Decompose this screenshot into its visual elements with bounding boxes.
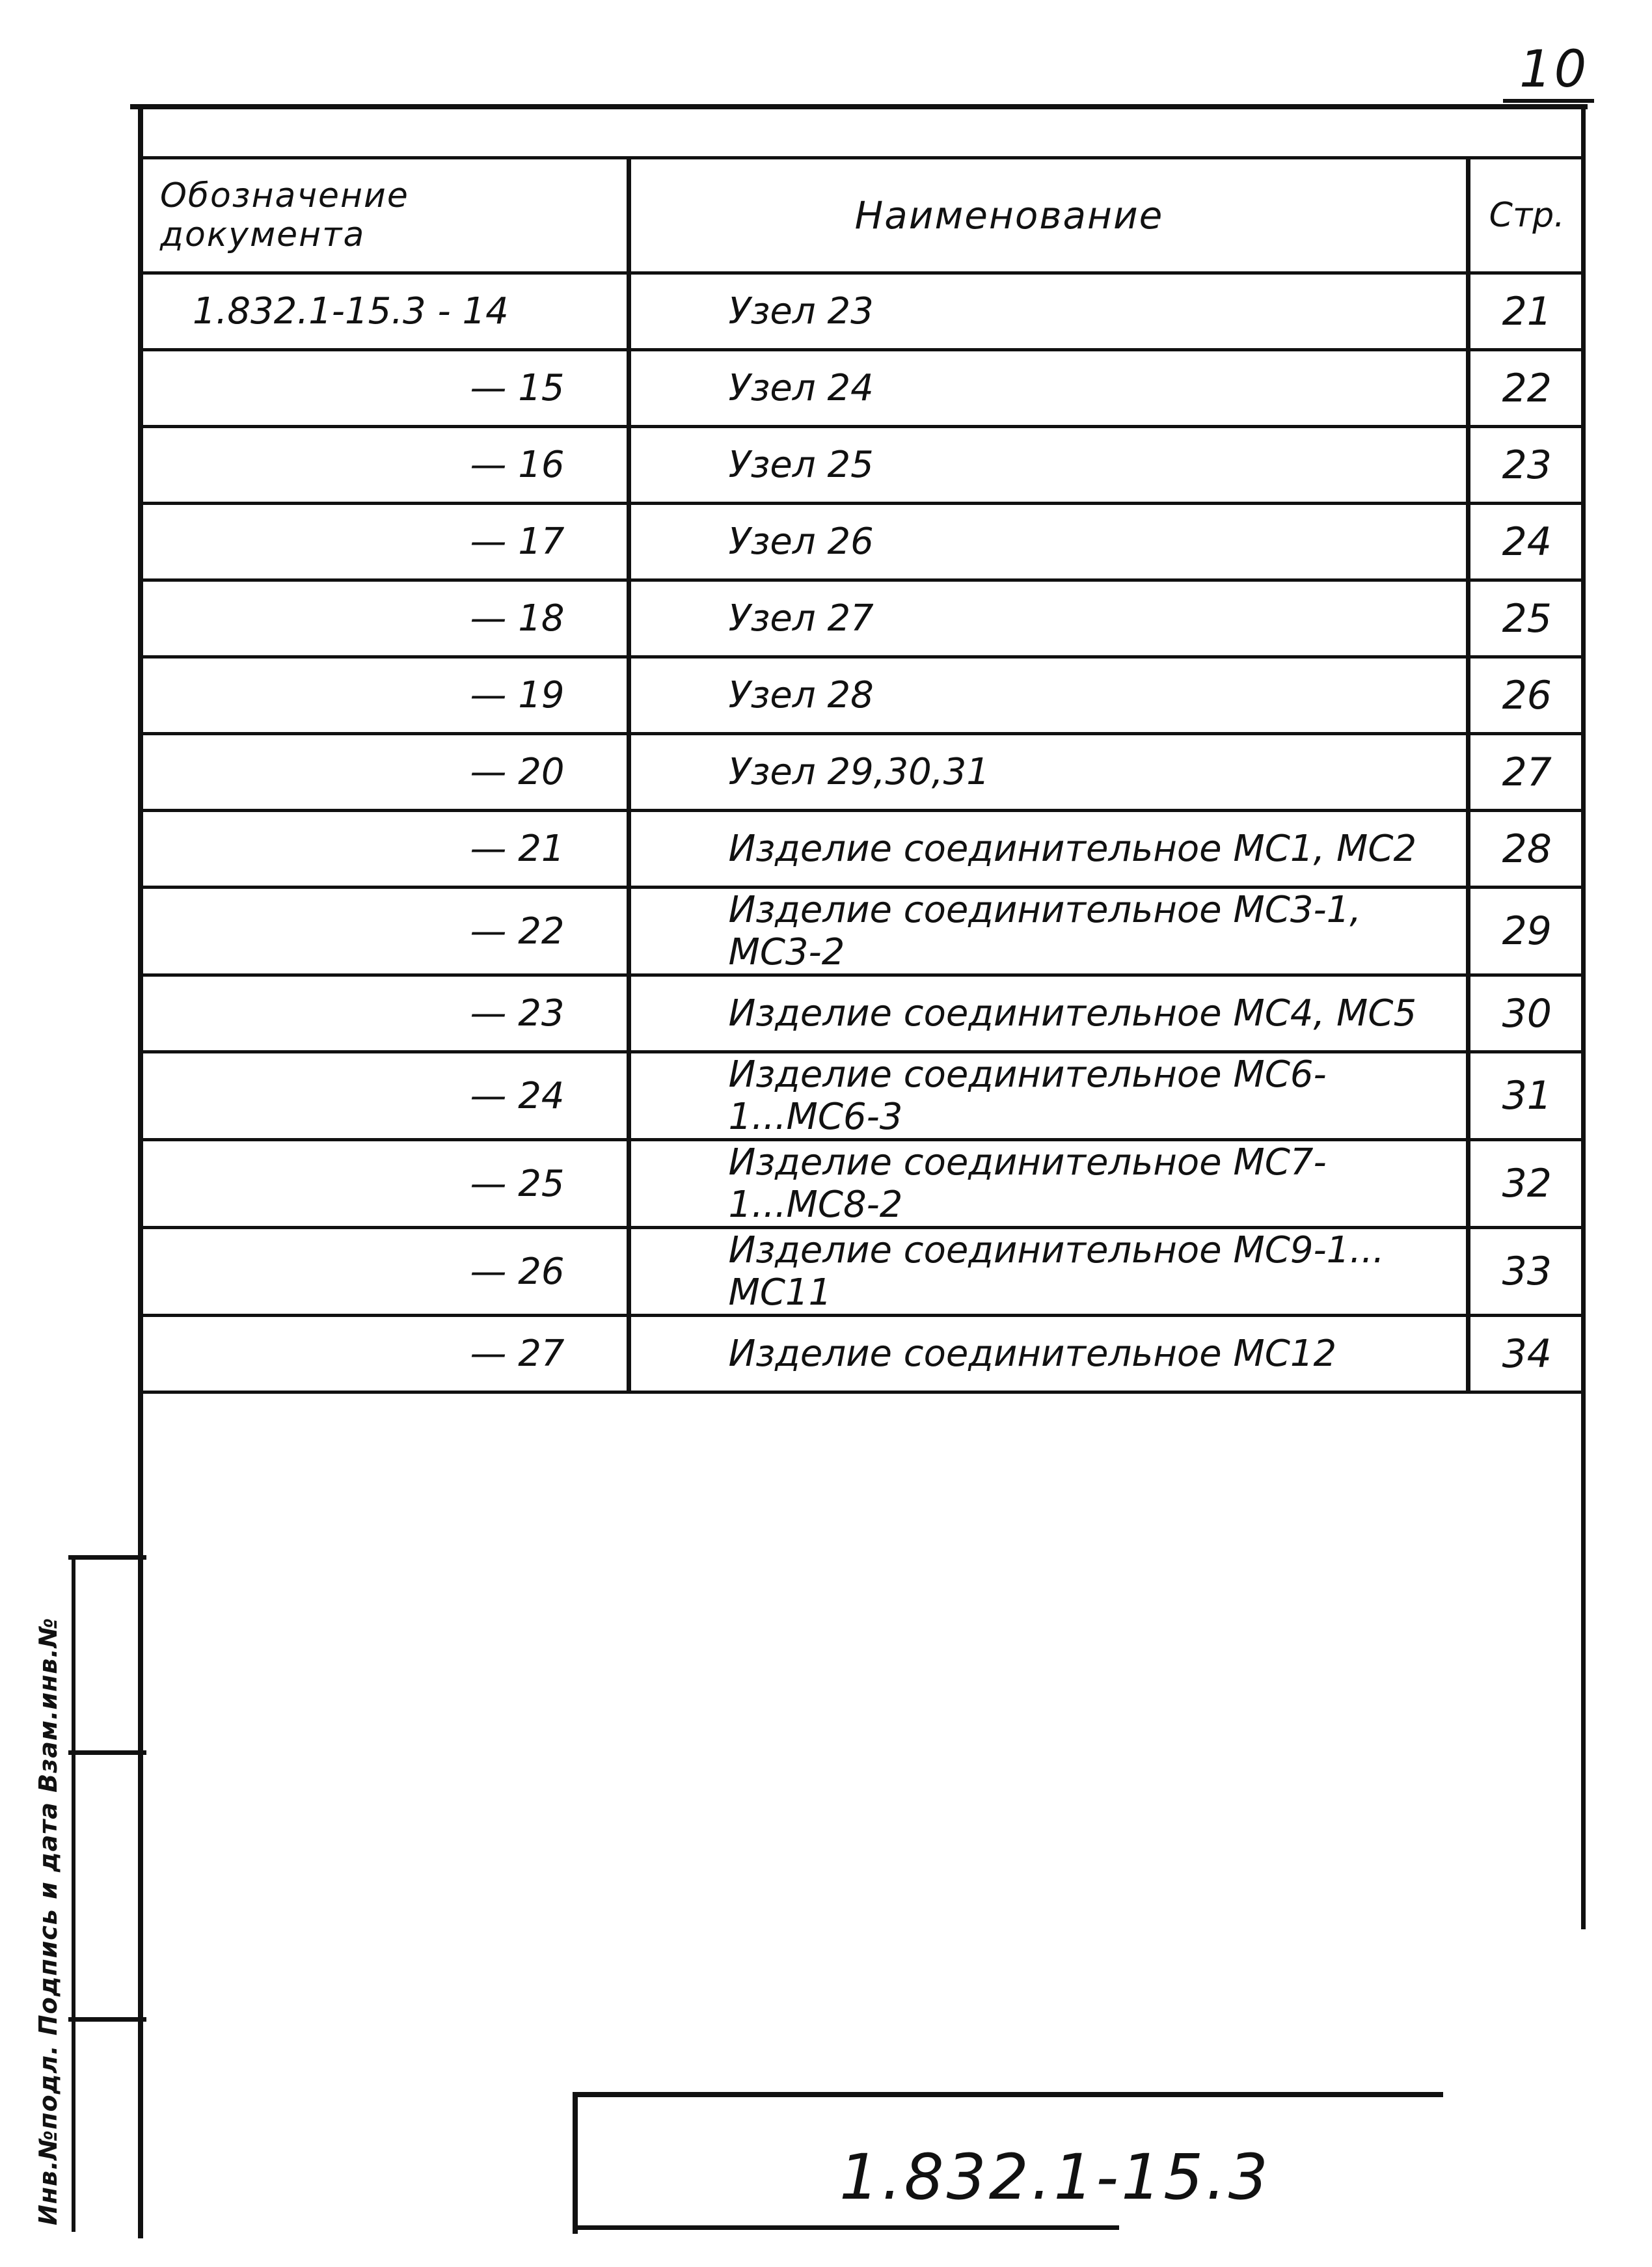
row-designation: — 22	[141, 888, 629, 975]
header-designation: Обозначение документа	[141, 158, 629, 273]
row-name: Узел 23	[629, 273, 1468, 350]
table-row	[141, 1228, 1584, 1316]
contents-table	[141, 156, 1584, 1394]
row-name: Узел 27	[629, 580, 1468, 657]
row-name: Узел 28	[629, 657, 1468, 734]
row-name: Изделие соединительное МС4, МС5	[629, 975, 1468, 1052]
table-header-row	[141, 158, 1584, 273]
row-name: Узел 25	[629, 427, 1468, 504]
page-number: 10	[1519, 40, 1590, 99]
table-row	[141, 580, 1584, 657]
side-margin-label: Инв.№подл. Подпись и дата Взам.инв.№	[34, 1617, 62, 2225]
row-name: Изделие соединительное МС1, МС2	[629, 811, 1468, 888]
header-name: Наименование	[629, 158, 1468, 273]
frame-top-border	[130, 104, 1588, 109]
row-designation: — 18	[141, 580, 629, 657]
table-body	[141, 273, 1584, 1392]
table-row	[141, 427, 1584, 504]
row-page: 32	[1468, 1140, 1584, 1228]
row-name: Изделие соединительное МС6-1...МС6-3	[629, 1052, 1468, 1140]
row-designation: — 16	[141, 427, 629, 504]
side-margin-divider	[68, 2017, 146, 2022]
row-name: Изделие соединительное МС12	[629, 1316, 1468, 1392]
row-page: 30	[1468, 975, 1584, 1052]
row-page: 28	[1468, 811, 1584, 888]
row-page: 33	[1468, 1228, 1584, 1316]
row-name: Узел 29,30,31	[629, 734, 1468, 811]
table-row	[141, 504, 1584, 580]
row-page: 25	[1468, 580, 1584, 657]
row-page: 22	[1468, 350, 1584, 427]
table-row	[141, 734, 1584, 811]
title-block-bottom-line	[573, 2225, 1119, 2230]
row-name: Изделие соединительное МС3-1, МС3-2	[629, 888, 1468, 975]
row-page: 26	[1468, 657, 1584, 734]
row-page: 34	[1468, 1316, 1584, 1392]
row-designation: — 24	[141, 1052, 629, 1140]
row-designation: — 17	[141, 504, 629, 580]
row-page: 27	[1468, 734, 1584, 811]
row-name: Узел 26	[629, 504, 1468, 580]
page-number-underline	[1503, 99, 1594, 103]
row-name: Изделие соединительное МС9-1... МС11	[629, 1228, 1468, 1316]
side-margin-divider	[68, 1555, 146, 1560]
header-page: Стр.	[1468, 158, 1584, 273]
table-row	[141, 888, 1584, 975]
row-page: 21	[1468, 273, 1584, 350]
table-row	[141, 657, 1584, 734]
row-designation: — 21	[141, 811, 629, 888]
table-row	[141, 811, 1584, 888]
document-code: 1.832.1-15.3	[839, 2141, 1271, 2214]
row-designation: — 19	[141, 657, 629, 734]
table-row	[141, 350, 1584, 427]
row-designation: — 15	[141, 350, 629, 427]
row-designation: — 27	[141, 1316, 629, 1392]
row-designation: — 26	[141, 1228, 629, 1316]
table-row	[141, 1052, 1584, 1140]
row-designation: — 20	[141, 734, 629, 811]
side-margin-line	[72, 1555, 75, 2232]
row-designation: — 23	[141, 975, 629, 1052]
row-designation: — 25	[141, 1140, 629, 1228]
table-row	[141, 1316, 1584, 1392]
table-row	[141, 1140, 1584, 1228]
row-page: 23	[1468, 427, 1584, 504]
row-page: 31	[1468, 1052, 1584, 1140]
row-name: Изделие соединительное МС7-1...МС8-2	[629, 1140, 1468, 1228]
table-row	[141, 273, 1584, 350]
table-row	[141, 975, 1584, 1052]
row-page: 24	[1468, 504, 1584, 580]
row-designation: 1.832.1-15.3 - 14	[141, 273, 629, 350]
row-page: 29	[1468, 888, 1584, 975]
row-name: Узел 24	[629, 350, 1468, 427]
side-margin-divider	[68, 1750, 146, 1755]
